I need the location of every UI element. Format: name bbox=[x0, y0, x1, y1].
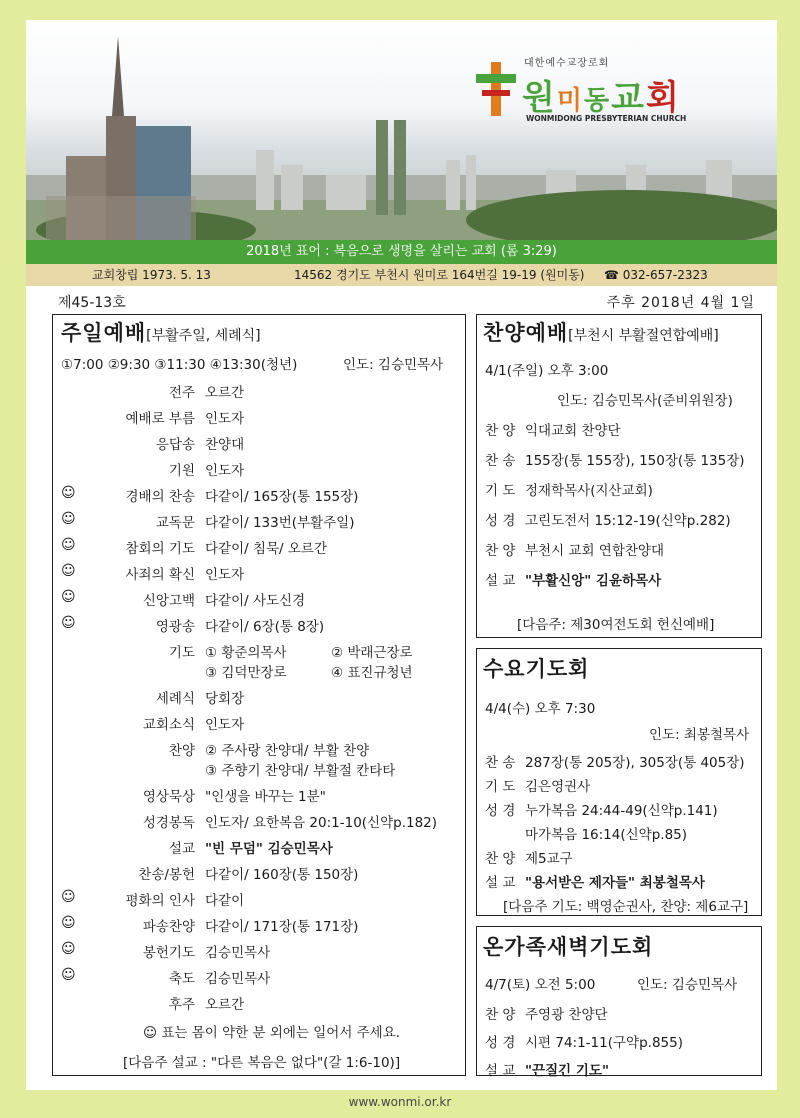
dawn-item-value: 주영광 찬양단 bbox=[525, 1007, 608, 1023]
praise-item-label: 성 경 bbox=[485, 513, 516, 529]
section-heading bbox=[61, 317, 261, 347]
order-value: 다같이/ 사도신경 bbox=[205, 593, 306, 609]
established-date: 교회창립 1973. 5. 13 bbox=[92, 268, 211, 282]
church-name-char: 회 bbox=[645, 78, 681, 118]
prayer-person: ② 박래근장로 bbox=[331, 645, 413, 661]
wednesday-next: [다음주 기도: 백영순권사, 찬양: 제6교구] bbox=[503, 899, 749, 915]
wednesday-item-label: 설 교 bbox=[485, 875, 516, 891]
anthem-item: ③ 주향기 찬양대/ 부활절 칸타타 bbox=[205, 763, 396, 779]
issue-number: 제45-13호 bbox=[58, 295, 126, 311]
cross-icon bbox=[474, 62, 518, 116]
order-label: 응답송 bbox=[155, 437, 195, 453]
order-label: 파송찬양 bbox=[142, 919, 195, 935]
order-value: 다같이 bbox=[205, 893, 245, 909]
service-leader: 인도: 김승민목사 bbox=[343, 357, 444, 373]
wednesday-item-value: 누가복음 24:44-49(신약p.141) bbox=[525, 803, 718, 819]
church-website: www.wonmi.or.kr bbox=[348, 1095, 452, 1109]
smile-icon: ☺ bbox=[61, 615, 76, 631]
order-value: 다같이/ 160장(통 150장) bbox=[205, 867, 359, 883]
wednesday-item-value: 287장(통 205장), 305장(통 405장) bbox=[525, 755, 745, 771]
praise-item bbox=[485, 509, 731, 529]
bulletin-page bbox=[26, 20, 777, 1090]
dawn-item-value: 시편 74:1-11(구약p.855) bbox=[525, 1035, 683, 1051]
dawn-prayer-section bbox=[476, 926, 762, 1079]
smile-icon: ☺ bbox=[61, 485, 76, 501]
prayer-label: 기도 bbox=[168, 645, 195, 661]
praise-leader: 인도: 김승민목사(준비위원장) bbox=[557, 393, 733, 409]
smile-icon: ☺ bbox=[61, 511, 76, 527]
church-building-image bbox=[46, 36, 196, 240]
dawn-item-label: 성 경 bbox=[485, 1035, 516, 1051]
praise-service-title: 찬양예배 bbox=[483, 321, 569, 345]
praise-item bbox=[485, 539, 664, 559]
wednesday-item-value: 김은영권사 bbox=[525, 779, 591, 795]
order-label: 신앙고백 bbox=[142, 593, 195, 609]
wednesday-item-value: 마가복음 16:14(신약p.85) bbox=[525, 827, 688, 843]
smile-icon: ☺ bbox=[61, 915, 76, 931]
praise-item-label: 찬 양 bbox=[485, 423, 516, 439]
wednesday-item bbox=[485, 799, 718, 819]
order-value: "인생을 바꾸는 1분" bbox=[205, 789, 326, 805]
praise-service-section bbox=[476, 314, 762, 638]
bulletin-date: 주후 2018년 4월 1일 bbox=[606, 295, 755, 311]
order-label: 영광송 bbox=[155, 619, 195, 635]
church-name-english: WONMIDONG PRESBYTERIAN CHURCH bbox=[526, 114, 687, 123]
prayer-person: ① 황준의목사 bbox=[205, 645, 287, 661]
order-value: 오르간 bbox=[205, 997, 245, 1013]
order-value: 인도자/ 요한복음 20:1-10(신약p.182) bbox=[205, 815, 438, 831]
sunday-service-subtitle: [부활주일, 세례식] bbox=[146, 328, 261, 344]
order-label: 경배의 찬송 bbox=[125, 489, 195, 505]
wednesday-item-value: "용서받은 제자들" 최봉철목사 bbox=[525, 875, 705, 891]
praise-item bbox=[485, 419, 621, 439]
smile-icon: ☺ bbox=[61, 537, 76, 553]
order-value: 다같이/ 133번(부활주일) bbox=[205, 515, 355, 531]
wednesday-item-label: 성 경 bbox=[485, 803, 516, 819]
praise-item-label: 찬 송 bbox=[485, 453, 516, 469]
dawn-leader: 인도: 김승민목사 bbox=[637, 977, 738, 993]
wednesday-time: 4/4(수) 오후 7:30 bbox=[485, 701, 596, 717]
church-info-bar bbox=[26, 264, 777, 286]
smile-icon: ☺ bbox=[61, 889, 76, 905]
church-name-char: 원 bbox=[522, 78, 557, 118]
wednesday-item bbox=[485, 775, 590, 795]
dawn-item bbox=[485, 1003, 608, 1023]
section-heading bbox=[483, 317, 719, 347]
dawn-item-label: 설 교 bbox=[485, 1063, 516, 1079]
wednesday-item bbox=[485, 751, 745, 771]
sunday-service-section bbox=[52, 314, 466, 1076]
denomination-label: 대한예수교장로회 bbox=[524, 58, 610, 69]
church-name-char: 미 bbox=[556, 86, 584, 116]
dawn-item-value: "끈질긴 기도" bbox=[525, 1063, 609, 1079]
church-name-char: 동 bbox=[583, 86, 612, 116]
order-label: 봉헌기도 bbox=[142, 945, 195, 961]
header-photo bbox=[26, 20, 777, 240]
church-name-char: 교 bbox=[611, 78, 646, 118]
order-label: 참회의 기도 bbox=[125, 541, 195, 557]
praise-item-value: 고린도전서 15:12-19(신약p.282) bbox=[525, 513, 731, 529]
service-times: ①7:00 ②9:30 ③11:30 ④13:30(청년) bbox=[61, 357, 298, 373]
order-value: 당회장 bbox=[205, 691, 245, 707]
wednesday-prayer-title: 수요기도회 bbox=[483, 657, 590, 681]
church-phone: ☎ 032-657-2323 bbox=[604, 268, 708, 282]
church-name bbox=[522, 70, 681, 119]
dawn-item bbox=[485, 1059, 609, 1079]
smile-icon: ☺ bbox=[61, 967, 76, 983]
dawn-prayer-title: 온가족새벽기도회 bbox=[483, 935, 654, 959]
wednesday-item-value: 제5교구 bbox=[525, 851, 573, 867]
order-label: 세례식 bbox=[155, 691, 195, 707]
order-value: "빈 무덤" 김승민목사 bbox=[205, 841, 333, 857]
praise-item-value: 익대교회 찬양단 bbox=[525, 423, 621, 439]
next-week-sermon: [다음주 설교 : "다른 복음은 없다"(갈 1:6-10)] bbox=[123, 1055, 401, 1071]
dawn-time: 4/7(토) 오전 5:00 bbox=[485, 977, 596, 993]
wednesday-item-label: 기 도 bbox=[485, 779, 516, 795]
standing-note: ☺ 표는 몸이 약한 분 외에는 일어서 주세요. bbox=[143, 1025, 401, 1041]
order-label: 성경봉독 bbox=[142, 815, 195, 831]
wednesday-item-label: 찬 양 bbox=[485, 851, 516, 867]
wednesday-item bbox=[485, 847, 573, 867]
praise-item-value: 155장(통 155장), 150장(통 135장) bbox=[525, 453, 745, 469]
church-logo bbox=[474, 42, 724, 122]
year-motto: 2018년 표어 : 복음으로 생명을 살리는 교회 (롬 3:29) bbox=[26, 240, 777, 264]
order-label: 교회소식 bbox=[142, 717, 195, 733]
order-value: 다같이/ 6장(통 8장) bbox=[205, 619, 325, 635]
order-label: 영상묵상 bbox=[142, 789, 195, 805]
wednesday-prayer-section bbox=[476, 648, 762, 916]
order-value: 찬양대 bbox=[205, 437, 245, 453]
order-value: 인도자 bbox=[205, 567, 245, 583]
dawn-item bbox=[485, 1031, 683, 1051]
order-value: 다같이/ 165장(통 155장) bbox=[205, 489, 359, 505]
order-label: 전주 bbox=[168, 385, 195, 401]
praise-item-label: 기 도 bbox=[485, 483, 516, 499]
order-label: 설교 bbox=[168, 841, 195, 857]
order-label: 예배로 부름 bbox=[125, 411, 195, 427]
church-address: 14562 경기도 부천시 원미로 164번길 19-19 (원미동) bbox=[294, 268, 585, 282]
smile-icon: ☺ bbox=[61, 941, 76, 957]
order-value: 김승민목사 bbox=[205, 945, 271, 961]
sunday-service-title: 주일예배 bbox=[61, 321, 147, 345]
order-value: 인도자 bbox=[205, 463, 245, 479]
wednesday-item-label: 찬 송 bbox=[485, 755, 516, 771]
order-value: 다같이/ 침묵/ 오르간 bbox=[205, 541, 328, 557]
wednesday-item bbox=[485, 823, 687, 843]
smile-icon: ☺ bbox=[61, 563, 76, 579]
praise-item-value: 정재학목사(지산교회) bbox=[525, 483, 653, 499]
praise-item bbox=[485, 449, 745, 469]
order-value: 인도자 bbox=[205, 411, 245, 427]
order-label: 찬송/봉헌 bbox=[138, 867, 195, 883]
dawn-item-label: 찬 양 bbox=[485, 1007, 516, 1023]
wednesday-leader: 인도: 최봉철목사 bbox=[649, 727, 750, 743]
praise-service-subtitle: [부천시 부활절연합예배] bbox=[568, 328, 719, 344]
smile-icon: ☺ bbox=[61, 589, 76, 605]
order-label: 축도 bbox=[168, 971, 195, 987]
praise-item-label: 찬 양 bbox=[485, 543, 516, 559]
anthem-item: ② 주사랑 찬양대/ 부활 찬양 bbox=[205, 743, 370, 759]
prayer-person: ③ 김덕만장로 bbox=[205, 665, 287, 681]
order-value: 오르간 bbox=[205, 385, 245, 401]
order-label: 후주 bbox=[168, 997, 195, 1013]
praise-item bbox=[485, 479, 653, 499]
praise-item-value: "부활신앙" 김윤하목사 bbox=[525, 573, 662, 589]
order-label: 평화의 인사 bbox=[125, 893, 195, 909]
praise-item-value: 부천시 교회 연합찬양대 bbox=[525, 543, 664, 559]
order-label: 사죄의 확신 bbox=[125, 567, 195, 583]
order-label: 교독문 bbox=[155, 515, 195, 531]
order-label: 기원 bbox=[168, 463, 195, 479]
anthem-label: 찬양 bbox=[168, 743, 195, 759]
order-value: 다같이/ 171장(통 171장) bbox=[205, 919, 359, 935]
praise-time: 4/1(주일) 오후 3:00 bbox=[485, 363, 609, 379]
order-value: 인도자 bbox=[205, 717, 245, 733]
praise-item bbox=[485, 569, 661, 589]
wednesday-item bbox=[485, 871, 705, 891]
praise-next: [다음주: 제30여전도회 헌신예배] bbox=[517, 617, 715, 633]
prayer-person: ④ 표진규청년 bbox=[331, 665, 413, 681]
praise-item-label: 설 교 bbox=[485, 573, 516, 589]
order-value: 김승민목사 bbox=[205, 971, 271, 987]
